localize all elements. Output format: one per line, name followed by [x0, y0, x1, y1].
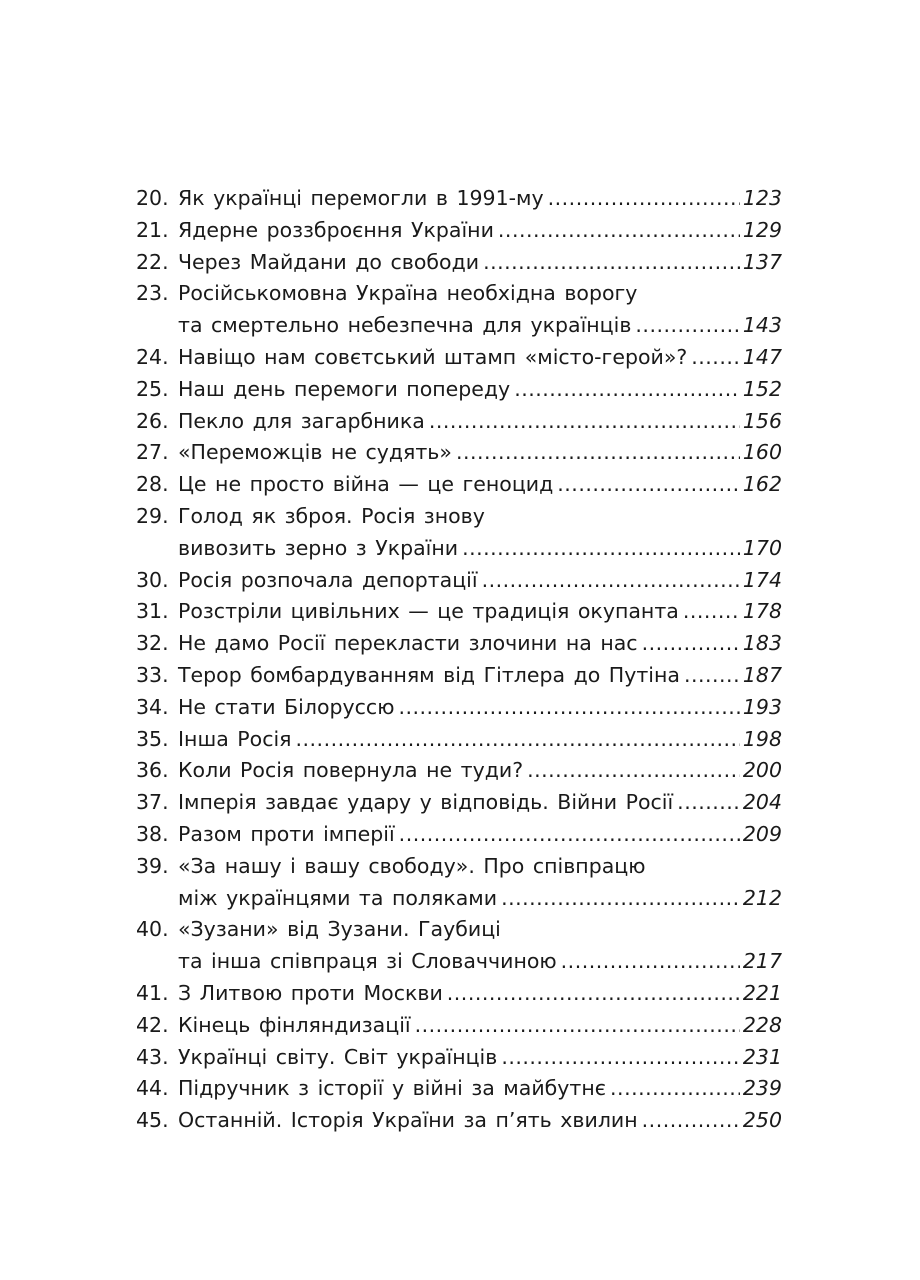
- toc-entry-line: [136, 215, 782, 247]
- toc-entry-line: [136, 406, 782, 438]
- toc-entry-page-number: 204: [742, 790, 782, 815]
- toc-entry-page-number: 228: [742, 1012, 782, 1037]
- toc-entry-title: Терор бомбардуванням від Гітлера до Путіна: [178, 662, 680, 687]
- toc-entry-number: 24.: [136, 344, 169, 369]
- toc-entry-title: Не стати Білоруссю: [178, 694, 395, 719]
- toc-entry-line: [136, 1073, 782, 1105]
- toc-entry[interactable]: [136, 851, 782, 915]
- toc-entry-line: [136, 946, 782, 978]
- toc-entry-line: [136, 978, 782, 1010]
- toc-entry-number: 21.: [136, 217, 169, 242]
- toc-entry-number: 32.: [136, 631, 169, 656]
- toc-entry-title: Росія розпочала депортації: [178, 567, 478, 592]
- toc-entry-page-number: 209: [742, 821, 782, 846]
- toc-entry-title: Коли Росія повернула не туди?: [178, 758, 524, 783]
- dot-leader: [462, 533, 740, 565]
- toc-entry-page-number: 193: [742, 694, 782, 719]
- dot-leader: [677, 787, 740, 819]
- toc-entry-title: «Зузани» від Зузани. Гаубиці: [178, 917, 501, 942]
- toc-entry-line: [136, 692, 782, 724]
- dot-leader: [447, 978, 740, 1010]
- toc-entry[interactable]: [136, 374, 782, 406]
- toc-entry-title: та смертельно небезпечна для українців: [178, 313, 632, 338]
- toc-entry[interactable]: [136, 596, 782, 628]
- toc-entry-title: Розстріли цивільних — це традиція окупанта: [178, 599, 679, 624]
- toc-entry-title: Імперія завдає удару у відповідь. Війни Росії: [178, 790, 674, 815]
- toc-entry-line: [136, 342, 782, 374]
- toc-entry-title: Інша Росія: [178, 726, 292, 751]
- toc-entry-page-number: 198: [742, 726, 782, 751]
- toc-entry-page-number: 160: [742, 440, 782, 465]
- dot-leader: [483, 247, 740, 279]
- toc-entry-number: 34.: [136, 694, 169, 719]
- toc-entry[interactable]: [136, 755, 782, 787]
- dot-leader: [642, 628, 740, 660]
- toc-entry-page-number: 178: [742, 599, 782, 624]
- toc-entry-title: Разом проти імперії: [178, 821, 395, 846]
- toc-entry-line: [136, 628, 782, 660]
- toc-entry-page-number: 200: [742, 758, 782, 783]
- toc-entry-number: 41.: [136, 980, 169, 1005]
- toc-entry-line: [136, 819, 782, 851]
- dot-leader: [501, 1042, 740, 1074]
- dot-leader: [514, 374, 740, 406]
- toc-entry-number: 38.: [136, 821, 169, 846]
- toc-entry[interactable]: [136, 724, 782, 756]
- toc-entry-number: 25.: [136, 376, 169, 401]
- toc-entry-page-number: 123: [742, 186, 782, 210]
- toc-entry-title: Українці світу. Світ українців: [178, 1044, 498, 1069]
- toc-entry-title: Підручник з історії у війні за майбутнє: [178, 1076, 607, 1101]
- dot-leader: [557, 469, 740, 501]
- toc-entry-title: між українцями та поляками: [178, 885, 498, 910]
- toc-entry-title: вивозить зерно з України: [178, 535, 459, 560]
- toc-entry-number: 35.: [136, 726, 169, 751]
- toc-entry-page-number: 143: [742, 313, 782, 338]
- toc-entry-number: 30.: [136, 567, 169, 592]
- toc-entry-number: 27.: [136, 440, 169, 465]
- toc-entry[interactable]: [136, 278, 782, 342]
- toc-entry-number: 33.: [136, 662, 169, 687]
- toc-entry[interactable]: [136, 1105, 782, 1137]
- toc-entry[interactable]: [136, 215, 782, 247]
- toc-entry-line: [136, 437, 782, 469]
- toc-entry-line: [136, 724, 782, 756]
- toc-entry-page-number: 239: [742, 1076, 782, 1101]
- toc-entry-title: Останній. Історія України за п’ять хвилин: [178, 1108, 638, 1133]
- toc-entry-title: «За нашу і вашу свободу». Про співпрацю: [178, 853, 646, 878]
- dot-leader: [610, 1073, 740, 1105]
- toc-entry-number: 26.: [136, 408, 169, 433]
- toc-entry-number: 36.: [136, 758, 169, 783]
- toc-entry[interactable]: [136, 247, 782, 279]
- toc-entry-page-number: 183: [742, 631, 782, 656]
- toc-entry-title: Голод як зброя. Росія знову: [178, 503, 485, 528]
- toc-entry[interactable]: [136, 342, 782, 374]
- toc-entry-page-number: 129: [742, 217, 782, 242]
- toc-entry-line: [136, 278, 782, 310]
- toc-entry-page-number: 174: [742, 567, 782, 592]
- toc-entry-page-number: 137: [742, 249, 782, 274]
- toc-entry[interactable]: [136, 1042, 782, 1074]
- toc-entry-line: [136, 1105, 782, 1137]
- toc-entry-number: 42.: [136, 1012, 169, 1037]
- toc-entry-number: 28.: [136, 472, 169, 497]
- toc-entry-title: Кінець фінляндизації: [178, 1012, 411, 1037]
- toc-entry-title: «Переможців не судять»: [178, 440, 452, 465]
- toc-entry-title: Ядерне роззброєння України: [178, 217, 494, 242]
- toc-entry-number: 31.: [136, 599, 169, 624]
- dot-leader: [683, 596, 740, 628]
- dot-leader: [296, 724, 740, 756]
- toc-entry-number: 20.: [136, 186, 169, 210]
- toc-entry-line: [136, 851, 782, 883]
- dot-leader: [642, 1105, 740, 1137]
- toc-entry-line: [136, 374, 782, 406]
- toc-entry-number: 22.: [136, 249, 169, 274]
- toc-entry-page-number: 250: [742, 1108, 782, 1133]
- toc-entry-title: Не дамо Росії перекласти злочини на нас: [178, 631, 638, 656]
- dot-leader: [691, 342, 740, 374]
- toc-entry-line: [136, 914, 782, 946]
- toc-entry-title: Російськомовна Україна необхідна ворогу: [178, 281, 638, 306]
- toc-entry-line: [136, 596, 782, 628]
- dot-leader: [415, 1010, 740, 1042]
- toc-entry[interactable]: [136, 437, 782, 469]
- dot-leader: [635, 310, 739, 342]
- dot-leader: [429, 406, 740, 438]
- toc-entry-page-number: 162: [742, 472, 782, 497]
- toc-entry-page-number: 221: [742, 980, 782, 1005]
- toc-entry-number: 43.: [136, 1044, 169, 1069]
- dot-leader: [501, 883, 740, 915]
- toc-entry-number: 37.: [136, 790, 169, 815]
- toc-entry-line: [136, 755, 782, 787]
- toc-entry-line: [136, 533, 782, 565]
- toc-entry[interactable]: [136, 1073, 782, 1105]
- toc-entry-line: [136, 660, 782, 692]
- toc-entry[interactable]: [136, 1010, 782, 1042]
- toc-entry[interactable]: [136, 819, 782, 851]
- toc-entry[interactable]: [136, 692, 782, 724]
- toc-entry-number: 45.: [136, 1108, 169, 1133]
- toc-entry-line: [136, 183, 782, 215]
- toc-entry[interactable]: [136, 914, 782, 978]
- toc-entry-title: Через Майдани до свободи: [178, 249, 480, 274]
- toc-entry-line: [136, 247, 782, 279]
- toc-entry-title: Це не просто війна — це геноцид: [178, 472, 554, 497]
- dot-leader: [684, 660, 740, 692]
- table-of-contents: [136, 183, 782, 1137]
- toc-entry-line: [136, 883, 782, 915]
- toc-entry[interactable]: [136, 469, 782, 501]
- dot-leader: [399, 819, 740, 851]
- toc-entry[interactable]: [136, 628, 782, 660]
- toc-entry-line: [136, 310, 782, 342]
- toc-entry-title: Наш день перемоги попереду: [178, 376, 511, 401]
- toc-entry-page-number: 170: [742, 535, 782, 560]
- toc-entry-title: Навіщо нам совєтський штамп «місто-герой»?: [178, 344, 688, 369]
- toc-entry[interactable]: [136, 183, 782, 215]
- dot-leader: [456, 437, 740, 469]
- toc-entry-line: [136, 787, 782, 819]
- toc-entry-title: Як українці перемогли в 1991-му: [178, 186, 544, 210]
- toc-entry[interactable]: [136, 787, 782, 819]
- toc-entry[interactable]: [136, 501, 782, 565]
- toc-entry-number: 29.: [136, 503, 169, 528]
- toc-entry-number: 39.: [136, 853, 169, 878]
- toc-entry-title: Пекло для загарбника: [178, 408, 425, 433]
- toc-entry-number: 40.: [136, 917, 169, 942]
- dot-leader: [398, 692, 739, 724]
- toc-entry-line: [136, 1010, 782, 1042]
- toc-entry-line: [136, 501, 782, 533]
- toc-entry-page-number: 152: [742, 376, 782, 401]
- toc-entry-number: 23.: [136, 281, 169, 306]
- dot-leader: [527, 755, 740, 787]
- dot-leader: [498, 215, 740, 247]
- toc-entry-title: З Литвою проти Москви: [178, 980, 443, 1005]
- toc-entry-line: [136, 1042, 782, 1074]
- dot-leader: [482, 565, 740, 597]
- toc-entry-page-number: 212: [742, 885, 782, 910]
- toc-entry-page-number: 231: [742, 1044, 782, 1069]
- toc-entry[interactable]: [136, 406, 782, 438]
- dot-leader: [561, 946, 740, 978]
- toc-entry-page-number: 217: [742, 949, 782, 974]
- toc-entry[interactable]: [136, 660, 782, 692]
- dot-leader: [548, 183, 740, 215]
- toc-entry-page-number: 147: [742, 344, 782, 369]
- toc-entry[interactable]: [136, 565, 782, 597]
- toc-entry-line: [136, 469, 782, 501]
- toc-entry-page-number: 156: [742, 408, 782, 433]
- toc-entry-title: та інша співпраця зі Словаччиною: [178, 949, 557, 974]
- toc-entry-line: [136, 565, 782, 597]
- toc-entry[interactable]: [136, 978, 782, 1010]
- toc-entry-number: 44.: [136, 1076, 169, 1101]
- toc-entry-page-number: 187: [742, 662, 782, 687]
